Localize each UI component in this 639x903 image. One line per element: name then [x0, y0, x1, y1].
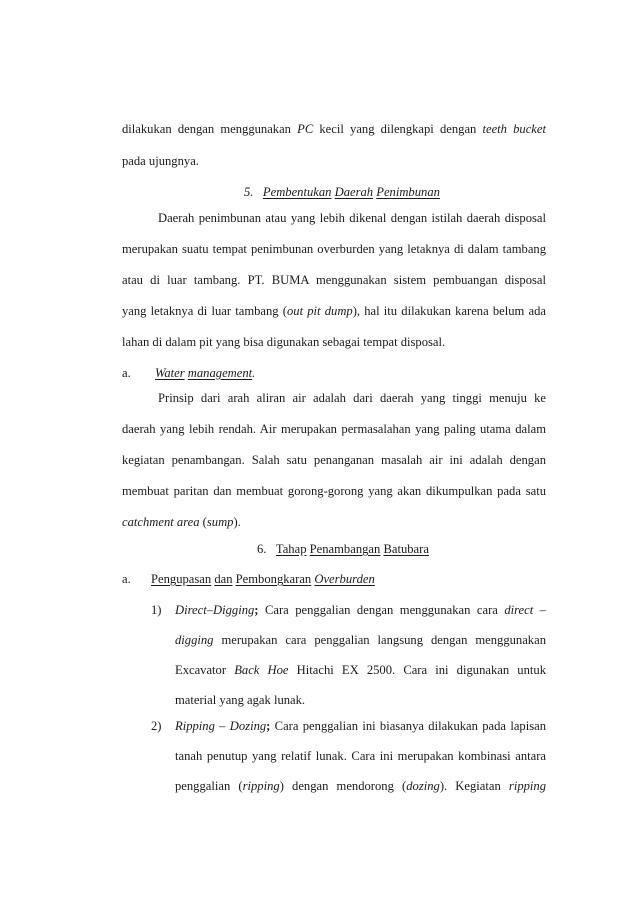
text: ), hal itu dilakukan karena belum ada: [352, 304, 546, 318]
italic-text: teeth bucket: [482, 122, 546, 136]
paragraph-line: kegiatan penambangan. Salah satu penanganan masalah air ini adalah dengan: [122, 453, 546, 467]
italic-text: out pit dump: [286, 304, 353, 318]
text: .: [252, 366, 256, 380]
text: yang letaknya di luar tambang (: [122, 304, 287, 318]
text: kecil yang dilengkapi dengan: [313, 122, 483, 136]
list-item-line: tanah penutup yang relatif lunak. Cara ini merupakan kombinasi antara: [175, 749, 546, 763]
bold-text: ;: [254, 603, 259, 617]
paragraph-line: daerah yang lebih rendah. Air merupakan permasalahan yang paling utama dalam: [122, 422, 546, 436]
paragraph-line: [122, 121, 546, 137]
italic-text: Ripping – Dozing: [175, 719, 267, 733]
heading-number: 6.: [257, 542, 267, 556]
paragraph-line: [122, 514, 241, 530]
paragraph-line: Daerah penimbunan atau yang lebih dikenal dengan istilah daerah disposal: [158, 211, 546, 225]
text: (: [199, 515, 207, 529]
paragraph-line: merupakan suatu tempat penimbunan overburden yang letaknya di dalam tambang: [122, 242, 546, 256]
paragraph-line: lahan di dalam pit yang bisa digunakan sebagai tempat disposal.: [122, 335, 446, 349]
text: penggalian (: [175, 779, 243, 793]
list-item-line: [175, 602, 546, 618]
list-item-line: [175, 718, 546, 734]
italic-text: catchment area: [122, 515, 200, 529]
list-letter: a.: [122, 366, 131, 380]
heading-word: Pengupasan: [151, 572, 212, 586]
italic-text: ripping: [242, 779, 280, 793]
section-heading-6: [257, 541, 429, 557]
heading-word: management: [187, 366, 253, 380]
paragraph-line: [122, 303, 546, 319]
text: ).: [233, 515, 241, 529]
list-letter: a.: [122, 572, 131, 586]
list-number: 2): [151, 719, 162, 733]
text: Hitachi EX 2500. Cara ini digunakan untuk: [288, 663, 546, 677]
paragraph-line: pada ujungnya.: [122, 154, 199, 168]
heading-word: Penimbunan: [376, 185, 440, 199]
heading-word: Overburden: [314, 572, 375, 586]
paragraph-line: atau di luar tambang. PT. BUMA menggunakan sistem pembuangan disposal: [122, 273, 546, 287]
heading-word: dan: [214, 572, 233, 586]
heading-word: Pembongkaran: [235, 572, 312, 586]
heading-word: Batubara: [383, 542, 429, 556]
paragraph-line: Prinsip dari arah aliran air adalah dari daerah yang tinggi menuju ke: [158, 391, 546, 405]
section-heading-5: [244, 184, 440, 200]
italic-text: dozing: [406, 779, 440, 793]
heading-word: Water: [155, 366, 185, 380]
heading-number: 5.: [244, 185, 254, 199]
italic-text: ripping: [508, 779, 547, 793]
italic-text: sump: [206, 515, 234, 529]
list-item-line: [175, 778, 546, 794]
italic-text: direct –: [504, 603, 547, 617]
subheading-water-management: [155, 365, 255, 381]
heading-word: Pembentukan: [262, 185, 332, 199]
heading-word: Tahap: [275, 542, 307, 556]
text: Excavator: [175, 663, 235, 677]
bold-text: ;: [266, 719, 271, 733]
italic-text: Direct–Digging: [175, 603, 255, 617]
heading-word: Penambangan: [309, 542, 381, 556]
text: Cara penggalian dengan menggunakan cara: [258, 603, 505, 617]
text: dilakukan dengan menggunakan: [122, 122, 298, 136]
text: Cara penggalian ini biasanya dilakukan pada lapisan: [270, 719, 546, 733]
text: ) dengan mendorong (: [279, 779, 407, 793]
subheading-pengupasan: [151, 571, 375, 587]
list-item-line: [175, 632, 546, 648]
italic-text: PC: [297, 122, 314, 136]
list-number: 1): [151, 603, 162, 617]
paragraph-line: membuat paritan dan membuat gorong-gorong yang akan dikumpulkan pada satu: [122, 484, 546, 498]
text: ). Kegiatan: [439, 779, 509, 793]
list-item-line: [175, 662, 546, 678]
list-item-line: material yang agak lunak.: [175, 693, 306, 707]
text: merupakan cara penggalian langsung dengan menggunakan: [213, 633, 546, 647]
heading-word: Daerah: [334, 185, 374, 199]
italic-text: Back Hoe: [234, 663, 289, 677]
italic-text: digging: [175, 633, 214, 647]
